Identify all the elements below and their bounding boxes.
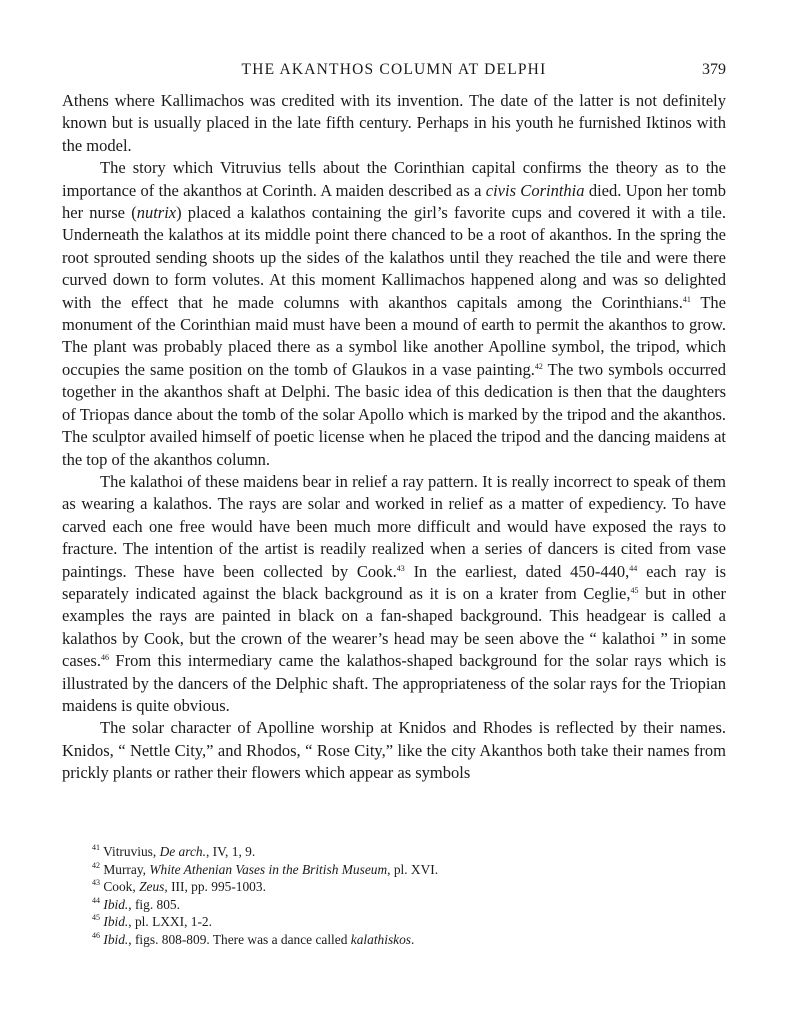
text-run: From this intermediary came the kalathos-shaped background for the solar rays which is illustrated by the dancers of the Delphic shaft. The appropriateness of the solar rays for the Triopian maidens is quite obvious.	[62, 651, 726, 715]
footnote-ref: 43	[396, 563, 405, 573]
footnote-number: 41	[92, 843, 100, 852]
text-run: The story which Vitruvius tells about the Corinthian capital confirms the theory as to the importance of the akanthos at Corinth. A maiden described as a	[62, 158, 726, 200]
text-run: Athens where Kallimachos was credited with its invention. The date of the latter is not definitely known but is usually placed in the late fifth century. Perhaps in his youth he furnished Iktinos with the model.	[62, 91, 726, 155]
footnote	[92, 843, 726, 861]
text-run: The kalathoi of these maidens bear in relief a ray pattern. It is really incorrect to speak of them as wearing a kalathos. The rays are solar and worked in relief as a matter of expediency. To have carved each one free would have been much more difficult and would have exposed the rays to fracture. The intention of the artist is readily realized when a series of dancers is cited from vase paintings. These have been collected by Cook.	[62, 471, 726, 581]
text-run: The monument of the Corinthian maid must have been a mound of earth to permit the akanthos to grow. The plant was probably placed there as a symbol like another Apolline symbol, the tripod, which occupies the same position on the tomb of Glaukos in a vase painting.	[62, 292, 726, 379]
italic-text: Ibid.	[103, 896, 129, 912]
text-run: , fig. 805.	[128, 896, 180, 912]
text-run: , IV, 1, 9.	[205, 844, 256, 859]
page-header	[62, 58, 726, 82]
footnote-ref: 41	[682, 294, 691, 304]
footnote-ref: 42	[534, 361, 543, 371]
body-text	[62, 90, 726, 785]
italic-text: nutrix	[136, 203, 177, 223]
italic-text: civis Corinthia	[485, 180, 585, 200]
text-run: , pl. XVI.	[387, 861, 439, 877]
footnotes	[92, 843, 726, 948]
text-run: Vitruvius,	[103, 844, 160, 859]
text-run: each ray is separately indicated against the black background as it is on a krater from Ceglie,	[62, 561, 726, 603]
italic-text: De arch.	[159, 844, 206, 859]
footnote-number: 46	[92, 930, 100, 940]
running-head: THE AKANTHOS COLUMN AT DELPHI	[241, 61, 547, 78]
page-number: 379	[702, 61, 726, 78]
italic-text: Ibid.	[103, 914, 129, 929]
text-run: , figs. 808-809. There was a dance called	[128, 931, 351, 947]
paragraph	[62, 717, 726, 784]
text-run: died. Upon her tomb her nurse (	[62, 180, 726, 223]
footnote	[92, 896, 726, 914]
text-run: , III, pp. 995-1003.	[164, 879, 266, 894]
text-run: .	[411, 931, 415, 947]
text-run: ) placed a kalathos containing the girl’s favorite cups and covered it with a tile. Underneath the kalathos at its middle point there chanced to be a root of akanthos. In the spring the root sprouted sending shoots up the sides of the kalathos until they reached the tile and were there curved down to form volutes. At this moment Kallimachos happened along and was so delighted with the effect that he made columns with akanthos capitals among the Corinthians.	[62, 203, 726, 312]
italic-text: Zeus	[139, 879, 165, 894]
footnote-number: 45	[92, 913, 100, 922]
footnote-number: 43	[92, 878, 100, 887]
footnote-number: 42	[92, 860, 100, 870]
italic-text: kalathiskos	[350, 931, 412, 947]
text-run: The solar character of Apolline worship at Knidos and Rhodes is reflected by their names. Knidos, “ Nettle City,” and Rhodos, “ Rose City,” like the city Akanthos both take their names from prickly plants or rather their flowers which appear as symbols	[62, 718, 726, 783]
text-run: , pl. LXXI, 1-2.	[128, 914, 212, 929]
footnote	[92, 861, 726, 879]
footnote	[92, 878, 726, 896]
footnote	[92, 913, 726, 931]
text-run: but in other examples the rays are painted in black on a fan-shaped background. This headgear is called a kalathos by Cook, but the crown of the wearer’s head may be seen above the “ kalathoi ” in some cases.	[62, 583, 726, 671]
footnote-ref: 46	[100, 653, 109, 663]
text-run: In the earliest, dated 450-440,	[404, 561, 630, 581]
footnote	[92, 931, 726, 949]
text-run: Cook,	[103, 879, 140, 894]
paragraph	[62, 157, 726, 471]
footnote-ref: 44	[629, 563, 638, 573]
footnote-number: 44	[92, 895, 100, 905]
italic-text: White Athenian Vases in the British Museum	[149, 861, 388, 877]
text-run: The two symbols occurred together in the akanthos shaft at Delphi. The basic idea of this dedication is then that the daughters of Triopas dance about the tomb of the solar Apollo which is marked by the tripod and the akanthos. The sculptor availed himself of poetic license when he placed the tripod and the dancing maidens at the top of the akanthos column.	[62, 359, 727, 469]
paragraph	[62, 471, 726, 717]
italic-text: Ibid.	[103, 931, 129, 947]
footnote-ref: 45	[630, 585, 639, 595]
text-run: Murray,	[103, 861, 150, 877]
paragraph	[62, 90, 726, 157]
